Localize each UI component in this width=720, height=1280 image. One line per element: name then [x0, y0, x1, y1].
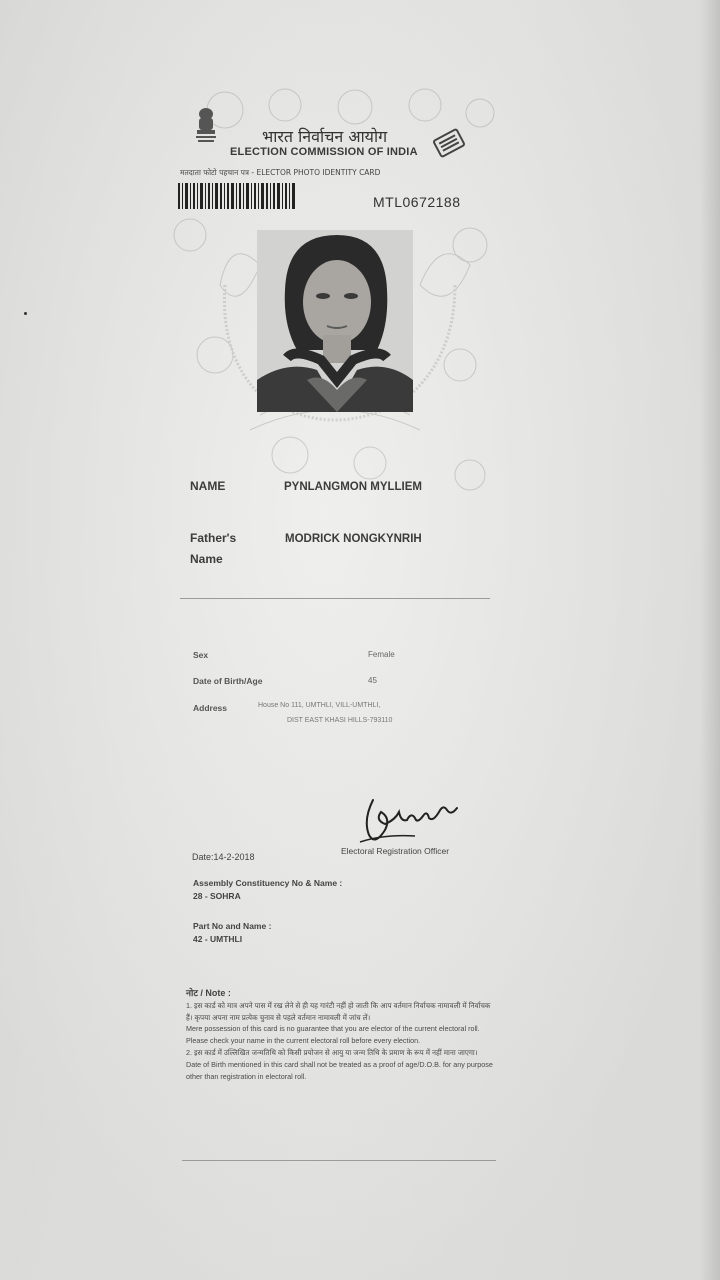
assembly-constituency-value: 28 - SOHRA — [193, 891, 241, 901]
dob-value: 45 — [368, 676, 377, 685]
portrait-image — [257, 230, 413, 412]
card-subtitle: मतदाता फोटो पहचान पत्र - ELECTOR PHOTO IDENTITY CARD — [180, 168, 381, 177]
father-name-value: MODRICK NONGKYNRIH — [285, 533, 422, 545]
sex-value: Female — [368, 650, 395, 659]
front-back-divider — [180, 598, 490, 599]
epic-card-number: MTL0672188 — [373, 194, 461, 210]
father-name-label-line2: Name — [190, 552, 223, 566]
hindi-title: भारत निर्वाचन आयोग — [262, 127, 388, 146]
note-hindi-1: 1. इस कार्ड को मात्र अपने पास में रख लेने से ही यह गारंटी नहीं हो जाती कि आप वर्तमान निर्वाचक नामावली में निर्वाचक हैं। कृपया अपना नाम प्रत्येक चुनाव से पहले वर्तमान नामावली में जांच लें। — [186, 1000, 491, 1022]
address-line-2: DIST EAST KHASI HILLS-793110 — [287, 717, 393, 724]
note-english-1: Mere possession of this card is no guarantee that you are elector of the current electoral roll. Please check your name in the current electoral roll before every election. — [186, 1024, 480, 1046]
commission-title: ELECTION COMMISSION OF INDIA — [230, 146, 418, 158]
elector-photo — [257, 230, 413, 412]
part-label: Part No and Name : — [193, 921, 272, 931]
barcode — [178, 183, 296, 209]
note-hindi-2: 2. इस कार्ड में उल्लिखित जन्मतिथि को किसी प्रयोजन से आयु या जन्म तिथि के प्रमाण के रूप में नहीं माना जाएगा। — [186, 1047, 478, 1057]
note-block — [186, 988, 498, 1082]
father-name-label-line1: Father's — [190, 531, 237, 545]
officer-signature — [355, 790, 465, 850]
note-english-2: Date of Birth mentioned in this card shall not be treated as a proof of age/D.O.B. for any purpose other than registration in electoral roll. — [186, 1059, 493, 1081]
speck — [24, 312, 27, 315]
part-value: 42 - UMTHLI — [193, 934, 243, 944]
issue-date: Date:14-2-2018 — [192, 852, 255, 862]
bottom-rule — [182, 1160, 496, 1161]
name-label: NAME — [190, 479, 226, 493]
address-label: Address — [193, 703, 228, 713]
assembly-constituency-label: Assembly Constituency No & Name : — [193, 878, 343, 888]
address-line-1: House No 111, UMTHLI, VILL-UMTHLI, — [258, 702, 381, 709]
evm-icon — [430, 128, 468, 158]
paper-edge-shadow — [700, 0, 720, 1280]
note-title: नोट / Note : — [186, 988, 231, 998]
electoral-registration-officer: Electoral Registration Officer — [341, 846, 450, 856]
ashoka-emblem-icon — [193, 106, 219, 148]
dob-label: Date of Birth/Age — [193, 676, 263, 686]
name-value: PYNLANGMON MYLLIEM — [284, 481, 422, 493]
sex-label: Sex — [193, 650, 209, 660]
